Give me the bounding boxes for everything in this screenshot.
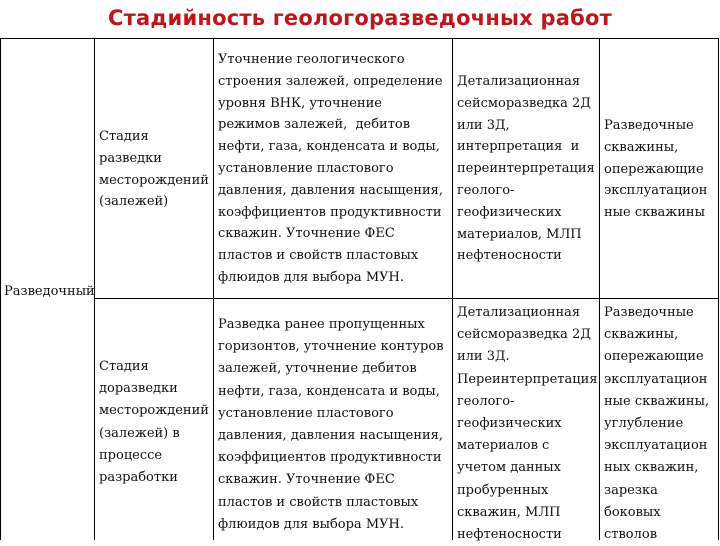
table-row-1-substage: Стадия разведки месторождений (залежей): [99, 129, 209, 210]
table-row-1-tasks: Уточнение геологического строения залежей, определение уровня ВНК, уточнение режимов залежей, дебитов нефти, газа, конденсата и воды, установление пластового давления, давления насыщения, коэффициентов продуктивности скважин. Уточнение ФЕС пластов и свойств пластовых флюидов для выбора МУН.: [218, 52, 443, 285]
table-row-2-wells: Разведочные скважины, опережающие эксплуатацион ные скважины, углубление эксплуатацион ных скважин, зарезка боковых стволов: [604, 305, 710, 543]
stage-name-cell: Разведочный: [4, 284, 95, 299]
column-divider-3: [452, 38, 453, 540]
table-row-2-methods: Детализационная сейсморазведка 2Д или 3Д. Переинтерпретация геолого- геофизических материалов с учетом данных пробуренных скважин, МЛП нефтеносности: [457, 305, 598, 543]
table-border-right: [718, 38, 719, 540]
row-divider: [94, 298, 719, 299]
table-row-1-methods: Детализационная сейсморазведка 2Д или 3Д, интерпретация и переинтерпретация геолого- геофизических материалов, МЛП нефтеносности: [457, 74, 595, 264]
table-border-left: [0, 38, 1, 540]
column-divider-4: [599, 38, 600, 540]
table-border-top: [0, 38, 719, 39]
column-divider-2: [213, 38, 214, 540]
table-row-2-substage: Стадия доразведки месторождений (залежей) в процессе разработки: [99, 359, 209, 486]
table-row-1-wells: Разведочные скважины, опережающие эксплуатацион ные скважины: [604, 118, 708, 221]
slide-title: Стадийность геологоразведочных работ: [108, 6, 612, 30]
table-row-2-tasks: Разведка ранее пропущенных горизонтов, уточнение контуров залежей, уточнение дебитов нефти, газа, конденсата и воды, установление пластового давления, давления насыщения, коэффициентов продуктивности скважин. Уточнение ФЕС пластов и свойств пластовых флюидов для выбора МУН.: [218, 317, 444, 532]
